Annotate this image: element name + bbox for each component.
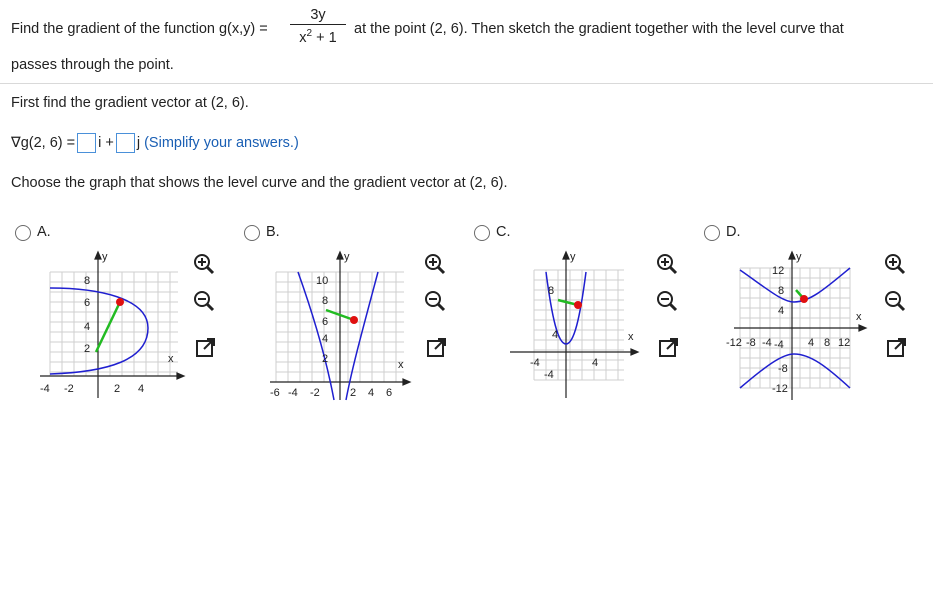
xtick-d-4: 8	[824, 337, 831, 349]
xtick-c-0: -4	[530, 357, 540, 369]
ytick-c-0: 8	[548, 285, 555, 297]
xtick-b-4: 4	[368, 387, 375, 399]
j-component-input[interactable]	[116, 133, 135, 153]
fraction-denominator	[290, 25, 346, 47]
ytick-a-0: 8	[84, 275, 91, 287]
question-suffix: at the point (2, 6). Then sketch the gradient together with the level curve that	[354, 21, 844, 37]
zoom-out-icon[interactable]	[424, 290, 446, 312]
ytick-b-1: 8	[322, 295, 329, 307]
question-line2: passes through the point.	[11, 57, 174, 73]
zoom-in-icon[interactable]	[424, 253, 446, 275]
zoom-out-icon[interactable]	[884, 290, 906, 312]
option-c-radio[interactable]	[474, 225, 490, 241]
option-b-label: B.	[266, 224, 280, 240]
i-label: i +	[98, 135, 114, 151]
gradient-answer-row	[11, 133, 299, 153]
xtick-b-2: -2	[310, 387, 320, 399]
option-a-label: A.	[37, 224, 51, 240]
level-curve-b	[298, 272, 378, 400]
option-a-radio[interactable]	[15, 225, 31, 241]
xtick-c-1: 4	[592, 357, 599, 369]
step2-text: Choose the graph that shows the level curve and the gradient vector at (2, 6).	[11, 175, 508, 191]
simplify-hint: (Simplify your answers.)	[144, 135, 299, 151]
axes-c	[510, 252, 638, 398]
xlab-b: x	[398, 359, 404, 371]
question-prefix: Find the gradient of the function g(x,y) =	[11, 21, 268, 37]
zoom-in-icon[interactable]	[656, 253, 678, 275]
gradient-lhs: ∇g(2, 6) =	[11, 135, 76, 151]
ytick-b-4: 2	[322, 353, 329, 365]
point-c	[574, 301, 582, 309]
gradient-vector-a	[96, 302, 120, 352]
level-curve-a	[50, 288, 148, 374]
option-c-label: C.	[496, 224, 511, 240]
xtick-d-0: -12	[726, 337, 742, 349]
xtick-a-0: -4	[40, 383, 50, 395]
ylab-a: y	[102, 251, 108, 263]
ytick-d-1: 8	[778, 285, 785, 297]
den-base: x	[299, 29, 307, 46]
step1-text: First find the gradient vector at (2, 6).	[11, 95, 249, 111]
xtick-b-3: 2	[350, 387, 357, 399]
graph-d	[726, 248, 876, 406]
grid-a	[50, 272, 178, 376]
point-d	[800, 295, 808, 303]
zoom-out-icon[interactable]	[656, 290, 678, 312]
option-b-radio[interactable]	[244, 225, 260, 241]
den-exp: 2	[306, 28, 313, 39]
axes-b	[270, 252, 410, 400]
fraction	[290, 7, 346, 47]
xlab-c: x	[628, 331, 634, 343]
ytick-c-1: 4	[552, 329, 559, 341]
den-tail: + 1	[312, 29, 337, 46]
ytick-d-2: 4	[778, 305, 785, 317]
ytick-a-3: 2	[84, 343, 91, 355]
point-a	[116, 298, 124, 306]
ytick-b-3: 4	[322, 333, 329, 345]
open-external-icon[interactable]	[426, 337, 448, 359]
ylab-c: y	[570, 251, 576, 263]
ytick-a-1: 6	[84, 297, 91, 309]
point-b	[350, 316, 358, 324]
ytick-d-0: 12	[772, 265, 785, 277]
open-external-icon[interactable]	[886, 337, 908, 359]
zoom-in-icon[interactable]	[884, 253, 906, 275]
ytick-d-3: -4	[774, 339, 784, 351]
ytick-b-2: 6	[322, 316, 329, 328]
xtick-a-1: -2	[64, 383, 74, 395]
xtick-d-1: -8	[746, 337, 756, 349]
option-d-label: D.	[726, 224, 741, 240]
graph-c	[500, 248, 650, 406]
ytick-c-2: -4	[544, 369, 554, 381]
ytick-a-2: 4	[84, 321, 91, 333]
graph-b	[268, 248, 418, 406]
graph-a	[38, 248, 188, 406]
xtick-b-5: 6	[386, 387, 393, 399]
xlab-d: x	[856, 311, 862, 323]
xtick-b-0: -6	[270, 387, 280, 399]
xtick-a-2: 2	[114, 383, 121, 395]
xtick-d-5: 12	[838, 337, 851, 349]
open-external-icon[interactable]	[658, 337, 680, 359]
fraction-numerator: 3y	[290, 7, 346, 25]
zoom-in-icon[interactable]	[193, 253, 215, 275]
zoom-out-icon[interactable]	[193, 290, 215, 312]
ytick-d-5: -12	[772, 383, 788, 395]
i-component-input[interactable]	[77, 133, 96, 153]
j-label: j	[136, 135, 141, 151]
xtick-d-2: -4	[762, 337, 772, 349]
option-d-radio[interactable]	[704, 225, 720, 241]
xtick-d-3: 4	[808, 337, 815, 349]
ytick-d-4: -8	[778, 363, 788, 375]
xlab-a: x	[168, 353, 174, 365]
ytick-b-0: 10	[316, 275, 329, 287]
xtick-a-3: 4	[138, 383, 145, 395]
ylab-d: y	[796, 251, 802, 263]
divider	[0, 83, 933, 84]
open-external-icon[interactable]	[195, 337, 217, 359]
xtick-b-1: -4	[288, 387, 298, 399]
ylab-b: y	[344, 251, 350, 263]
